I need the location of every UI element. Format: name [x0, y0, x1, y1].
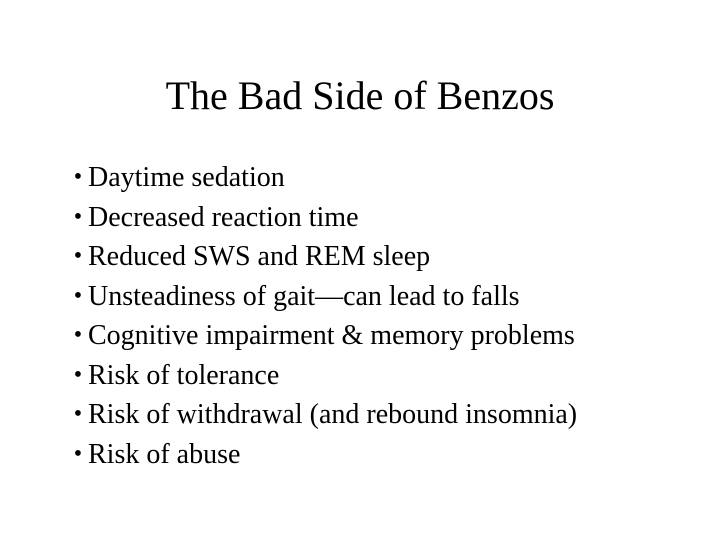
bullet-icon: •: [73, 243, 83, 269]
bullet-icon: •: [73, 361, 83, 388]
bullet-icon: •: [73, 164, 83, 190]
bullet-text: Daytime sedation: [88, 162, 285, 193]
bullet-text: Unsteadiness of gait—can lead to falls: [88, 280, 520, 312]
bullet-item: [70, 158, 690, 198]
bullet-text: Reduced SWS and REM sleep: [88, 241, 431, 272]
bullet-text: Risk of tolerance: [88, 359, 280, 391]
bullet-text: Cognitive impairment & memory problems: [88, 320, 575, 351]
bullet-item: [70, 395, 690, 435]
bullet-item: [70, 198, 690, 238]
bullet-text: Risk of withdrawal (and rebound insomnia): [88, 399, 578, 430]
bullet-list: [70, 158, 690, 474]
bullet-text: Decreased reaction time: [88, 201, 359, 233]
bullet-icon: •: [73, 401, 83, 427]
slide-title: The Bad Side of Benzos: [165, 73, 555, 118]
bullet-icon: •: [73, 203, 83, 230]
bullet-item: [70, 316, 690, 356]
bullet-icon: •: [73, 282, 83, 309]
bullet-icon: •: [73, 322, 83, 348]
bullet-item: [70, 356, 690, 396]
bullet-icon: •: [73, 440, 83, 467]
bullet-item: [70, 237, 690, 277]
bullet-item: [70, 435, 690, 475]
bullet-item: [70, 277, 690, 317]
bullet-text: Risk of abuse: [88, 438, 241, 470]
